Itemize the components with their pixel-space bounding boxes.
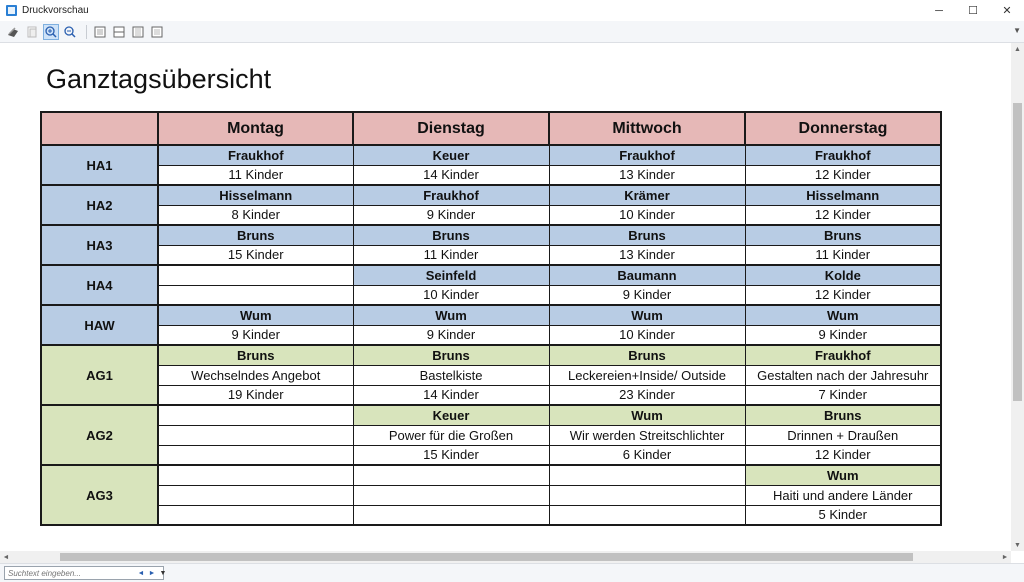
- info-cell: Wechselndes Angebot: [158, 365, 353, 385]
- zoom-out-icon[interactable]: [62, 24, 78, 40]
- info-cell: 23 Kinder: [549, 385, 745, 405]
- table-row: [41, 145, 941, 165]
- info-cell: 5 Kinder: [745, 505, 941, 525]
- info-cell: 8 Kinder: [158, 205, 353, 225]
- info-cell: 14 Kinder: [353, 165, 549, 185]
- teacher-cell: Wum: [158, 305, 353, 325]
- teacher-cell: [353, 465, 549, 485]
- info-cell: [549, 505, 745, 525]
- scroll-left-icon[interactable]: ◄: [2, 553, 10, 561]
- info-cell: 15 Kinder: [158, 245, 353, 265]
- table-row: [41, 345, 941, 365]
- scroll-down-icon[interactable]: ▼: [1014, 541, 1021, 549]
- teacher-cell: Wum: [549, 305, 745, 325]
- table-row: [41, 305, 941, 325]
- table-row: [41, 445, 941, 465]
- teacher-cell: [549, 465, 745, 485]
- info-cell: Gestalten nach der Jahresuhr: [745, 365, 941, 385]
- window-title: Druckvorschau: [22, 5, 89, 16]
- day-header: Mittwoch: [549, 112, 745, 145]
- table-row: [41, 485, 941, 505]
- zoom-in-icon[interactable]: [43, 24, 59, 40]
- info-cell: 11 Kinder: [353, 245, 549, 265]
- info-cell: Power für die Großen: [353, 425, 549, 445]
- teacher-cell: [158, 405, 353, 425]
- info-cell: [158, 505, 353, 525]
- table-row: [41, 285, 941, 305]
- info-cell: Bastelkiste: [353, 365, 549, 385]
- group-label: AG1: [41, 345, 158, 405]
- group-label: HA3: [41, 225, 158, 265]
- info-cell: 10 Kinder: [549, 205, 745, 225]
- horizontal-scrollbar[interactable]: [0, 551, 1011, 563]
- teacher-cell: Bruns: [353, 225, 549, 245]
- app-icon: [6, 5, 17, 16]
- teacher-cell: Bruns: [549, 225, 745, 245]
- info-cell: [549, 485, 745, 505]
- table-row: [41, 245, 941, 265]
- teacher-cell: Fraukhof: [745, 345, 941, 365]
- scroll-up-icon[interactable]: ▲: [1014, 45, 1021, 53]
- info-cell: 12 Kinder: [745, 445, 941, 465]
- schedule-table: [40, 111, 942, 526]
- teacher-cell: [158, 465, 353, 485]
- table-row: [41, 325, 941, 345]
- teacher-cell: Fraukhof: [745, 145, 941, 165]
- info-cell: 9 Kinder: [353, 205, 549, 225]
- info-cell: Haiti und andere Länder: [745, 485, 941, 505]
- table-corner-cell: [41, 112, 158, 145]
- search-next-icon[interactable]: ►: [148, 569, 156, 577]
- preview-viewport: [0, 43, 1011, 551]
- vertical-scrollbar[interactable]: [1011, 43, 1024, 551]
- info-cell: 19 Kinder: [158, 385, 353, 405]
- info-cell: 9 Kinder: [745, 325, 941, 345]
- title-bar: [0, 0, 1024, 21]
- day-header: Dienstag: [353, 112, 549, 145]
- info-cell: 9 Kinder: [158, 325, 353, 345]
- single-page-icon[interactable]: [92, 24, 108, 40]
- teacher-cell: Bruns: [158, 345, 353, 365]
- vertical-scroll-thumb[interactable]: [1013, 103, 1022, 401]
- search-bar: [0, 563, 1024, 582]
- teacher-cell: Keuer: [353, 405, 549, 425]
- info-cell: 10 Kinder: [549, 325, 745, 345]
- two-pages-icon[interactable]: [111, 24, 127, 40]
- table-row: [41, 205, 941, 225]
- table-row: [41, 165, 941, 185]
- table-row: [41, 185, 941, 205]
- teacher-cell: Bruns: [158, 225, 353, 245]
- info-cell: 9 Kinder: [353, 325, 549, 345]
- teacher-cell: Bruns: [745, 225, 941, 245]
- minimize-button[interactable]: ─: [935, 4, 943, 17]
- toolbar-overflow-icon[interactable]: ▼: [1013, 26, 1021, 35]
- info-cell: Wir werden Streitschlichter: [549, 425, 745, 445]
- table-row: [41, 465, 941, 485]
- search-prev-icon[interactable]: ◄: [137, 569, 145, 577]
- info-cell: 11 Kinder: [745, 245, 941, 265]
- table-row: [41, 385, 941, 405]
- info-cell: 12 Kinder: [745, 205, 941, 225]
- day-header: Donnerstag: [745, 112, 941, 145]
- whole-page-icon[interactable]: [149, 24, 165, 40]
- page-width-icon[interactable]: [130, 24, 146, 40]
- table-row: [41, 225, 941, 245]
- teacher-cell: Fraukhof: [158, 145, 353, 165]
- teacher-cell: Wum: [353, 305, 549, 325]
- info-cell: 12 Kinder: [745, 165, 941, 185]
- day-header: Montag: [158, 112, 353, 145]
- info-cell: [158, 445, 353, 465]
- info-cell: Drinnen + Draußen: [745, 425, 941, 445]
- info-cell: 12 Kinder: [745, 285, 941, 305]
- teacher-cell: Baumann: [549, 265, 745, 285]
- toolbar: [0, 21, 1024, 43]
- info-cell: 7 Kinder: [745, 385, 941, 405]
- table-row: [41, 405, 941, 425]
- info-cell: 14 Kinder: [353, 385, 549, 405]
- horizontal-scroll-thumb[interactable]: [60, 553, 913, 561]
- print-icon[interactable]: [5, 24, 21, 40]
- teacher-cell: Hisselmann: [745, 185, 941, 205]
- maximize-button[interactable]: ☐: [968, 5, 978, 17]
- teacher-cell: Bruns: [745, 405, 941, 425]
- teacher-cell: Wum: [745, 305, 941, 325]
- toolbar-separator: [86, 25, 87, 39]
- info-cell: [353, 485, 549, 505]
- group-label: HA1: [41, 145, 158, 185]
- teacher-cell: Fraukhof: [353, 185, 549, 205]
- teacher-cell: Wum: [549, 405, 745, 425]
- group-label: HA4: [41, 265, 158, 305]
- scroll-right-icon[interactable]: ►: [1001, 553, 1009, 561]
- table-row: [41, 425, 941, 445]
- table-row: [41, 505, 941, 525]
- teacher-cell: Hisselmann: [158, 185, 353, 205]
- page-setup-icon[interactable]: [24, 24, 40, 40]
- page-title: Ganztagsübersicht: [46, 64, 272, 94]
- table-row: [41, 265, 941, 285]
- teacher-cell: Krämer: [549, 185, 745, 205]
- info-cell: 6 Kinder: [549, 445, 745, 465]
- info-cell: 13 Kinder: [549, 165, 745, 185]
- search-options-icon[interactable]: ▼: [159, 569, 167, 577]
- teacher-cell: Bruns: [353, 345, 549, 365]
- table-row: [41, 365, 941, 385]
- teacher-cell: Keuer: [353, 145, 549, 165]
- info-cell: [158, 425, 353, 445]
- group-label: AG2: [41, 405, 158, 465]
- close-button[interactable]: ✕: [1002, 5, 1012, 17]
- info-cell: [158, 485, 353, 505]
- group-label: HA2: [41, 185, 158, 225]
- table-header-row: [41, 112, 941, 145]
- teacher-cell: Seinfeld: [353, 265, 549, 285]
- info-cell: 10 Kinder: [353, 285, 549, 305]
- info-cell: 15 Kinder: [353, 445, 549, 465]
- teacher-cell: Fraukhof: [549, 145, 745, 165]
- group-label: HAW: [41, 305, 158, 345]
- teacher-cell: [158, 265, 353, 285]
- teacher-cell: Kolde: [745, 265, 941, 285]
- info-cell: 9 Kinder: [549, 285, 745, 305]
- info-cell: [158, 285, 353, 305]
- group-label: AG3: [41, 465, 158, 525]
- info-cell: [353, 505, 549, 525]
- window-controls: [922, 0, 1024, 21]
- info-cell: 11 Kinder: [158, 165, 353, 185]
- info-cell: Leckereien+Inside/ Outside: [549, 365, 745, 385]
- teacher-cell: Wum: [745, 465, 941, 485]
- teacher-cell: Bruns: [549, 345, 745, 365]
- info-cell: 13 Kinder: [549, 245, 745, 265]
